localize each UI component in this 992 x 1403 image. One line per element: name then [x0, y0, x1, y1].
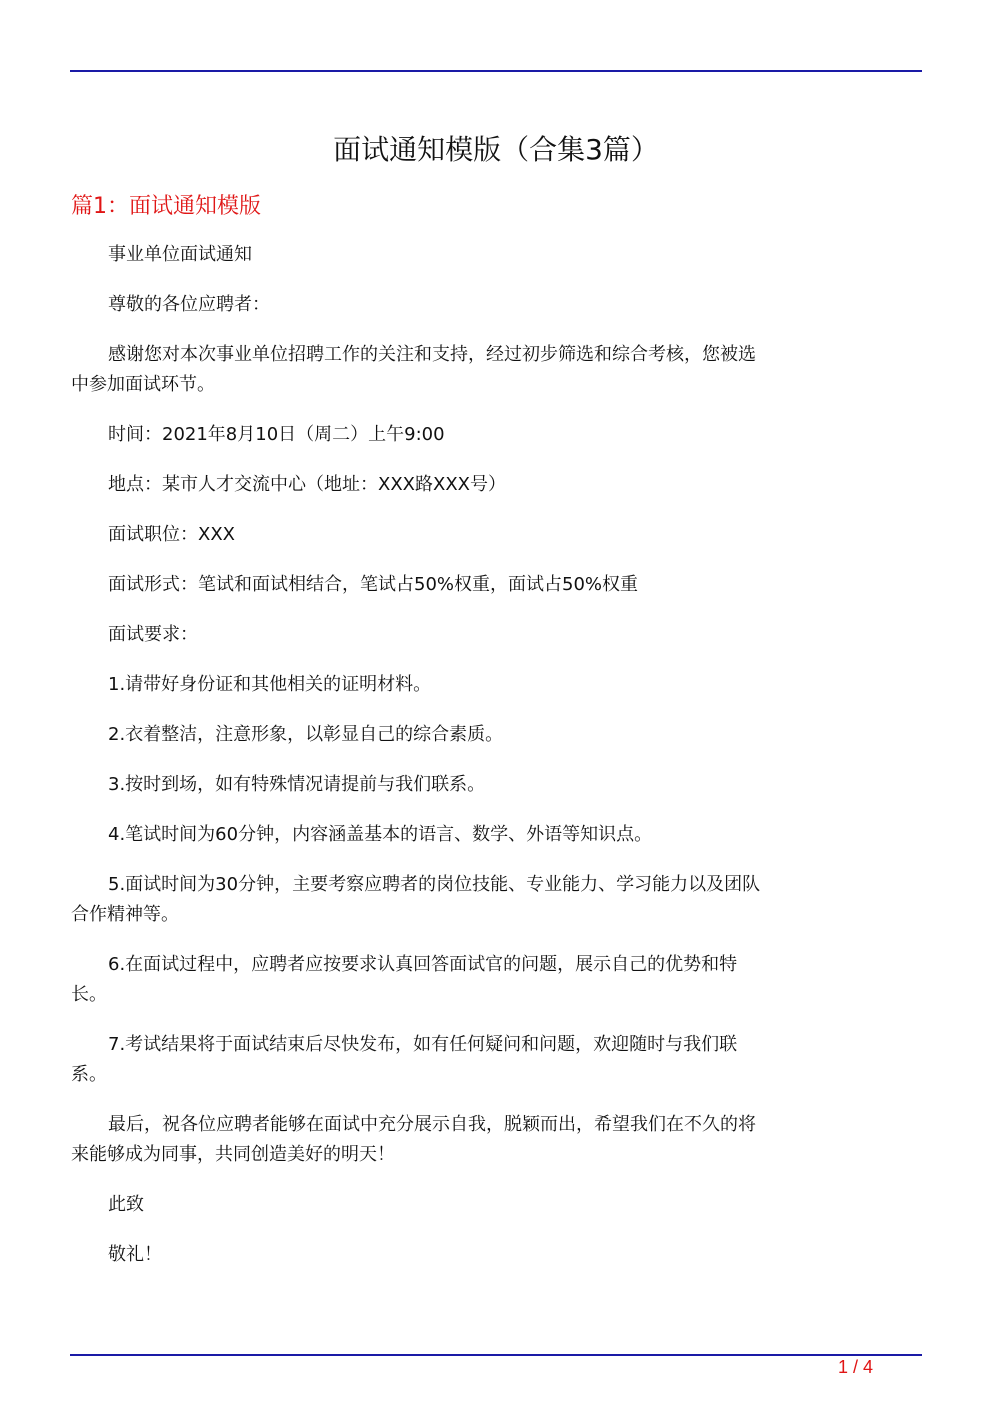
paragraph-format: 面试形式：笔试和面试相结合，笔试占50%权重，面试占50%权重: [108, 574, 639, 595]
paragraph-requirement-1: 1.请带好身份证和其他相关的证明材料。: [108, 674, 432, 695]
paragraph-requirement-5: 5.面试时间为30分钟，主要考察应聘者的岗位技能、专业能力、学习能力以及团队合作精神等。: [71, 874, 761, 925]
paragraph-requirement-7: 7.考试结果将于面试结束后尽快发布，如有任何疑问和问题，欢迎随时与我们联系。: [71, 1034, 738, 1085]
paragraph-intro: 感谢您对本次事业单位招聘工作的关注和支持，经过初步筛选和综合考核，您被选中参加面试环节。: [71, 344, 756, 395]
section-heading: 篇1：面试通知模版: [71, 194, 261, 219]
paragraph-requirement-3: 3.按时到场，如有特殊情况请提前与我们联系。: [108, 774, 486, 795]
paragraph-requirement-2: 2.衣着整洁，注意形象，以彰显自己的综合素质。: [108, 724, 504, 745]
paragraph-sign-off-2: 敬礼！: [108, 1244, 162, 1265]
paragraph-salutation: 尊敬的各位应聘者：: [108, 294, 270, 315]
paragraph-requirement-4: 4.笔试时间为60分钟，内容涵盖基本的语言、数学、外语等知识点。: [108, 824, 653, 845]
document-title: 面试通知模版（合集3篇）: [333, 133, 659, 166]
paragraph-notice-title: 事业单位面试通知: [108, 244, 252, 265]
paragraph-position: 面试职位：XXX: [108, 524, 235, 545]
paragraph-requirements-label: 面试要求：: [108, 624, 198, 645]
footer-rule: [70, 1354, 922, 1356]
paragraph-sign-off-1: 此致: [108, 1194, 144, 1215]
paragraph-location: 地点：某市人才交流中心（地址：XXX路XXX号）: [108, 474, 506, 495]
page-indicator: 1 / 4: [838, 1357, 874, 1377]
paragraph-time: 时间：2021年8月10日（周二）上午9:00: [108, 424, 445, 445]
header-rule: [70, 70, 922, 72]
paragraph-closing: 最后，祝各位应聘者能够在面试中充分展示自我，脱颖而出，希望我们在不久的将来能够成为同事，共同创造美好的明天！: [71, 1114, 756, 1165]
paragraph-requirement-6: 6.在面试过程中，应聘者应按要求认真回答面试官的问题，展示自己的优势和特长。: [71, 954, 738, 1005]
